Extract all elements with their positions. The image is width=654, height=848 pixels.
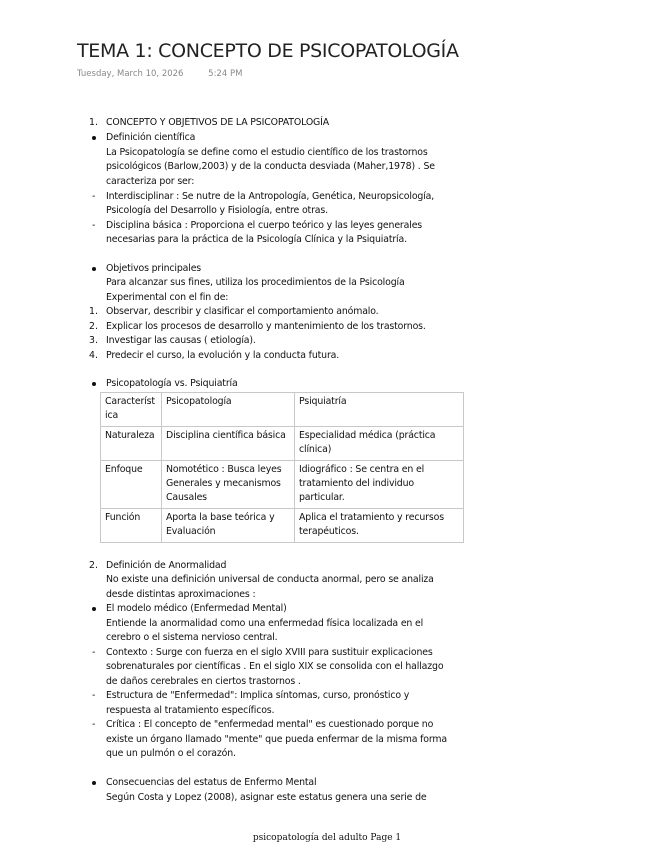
page-meta: [77, 69, 242, 79]
text-line: Definición de Anormalidad: [106, 560, 227, 571]
list-marker: -: [92, 647, 96, 658]
text-line: Crítica : El concepto de "enfermedad mental" es cuestionado porque no: [106, 719, 434, 730]
text-line: existe un órgano llamado "mente" que pueda enfermar de la misma forma: [106, 734, 448, 745]
text-line: Entiende la anormalidad como una enfermedad física localizada en el: [106, 618, 424, 629]
table-cell: Naturaleza: [101, 427, 162, 461]
list-marker: -: [92, 220, 96, 231]
table-row: [101, 461, 464, 509]
list-marker: -: [92, 719, 96, 730]
page-date: Tuesday, March 10, 2026: [77, 69, 184, 79]
table-cell: Psicopatología: [162, 393, 295, 427]
text-line: Estructura de "Enfermedad": Implica síntomas, curso, pronóstico y: [106, 690, 410, 701]
list-marker: 1.: [89, 306, 98, 317]
text-line: Psicología del Desarrollo y Fisiología, entre otras.: [106, 205, 328, 216]
bullet-icon: [92, 607, 96, 611]
table-cell: Especialidad médica (práctica clínica): [295, 427, 464, 461]
text-line: Objetivos principales: [106, 263, 202, 274]
text-line: Disciplina básica : Proporciona el cuerpo teórico y las leyes generales: [106, 220, 423, 231]
bullet-icon: [92, 382, 96, 386]
text-line: sobrenaturales por científicas . En el siglo XIX se consolida con el hallazgo: [106, 661, 444, 672]
bullet-icon: [92, 136, 96, 140]
table-cell: Función: [101, 509, 162, 543]
table-cell: Enfoque: [101, 461, 162, 509]
table-header-row: [101, 393, 464, 427]
text-line: Psicopatología vs. Psiquiatría: [106, 378, 238, 389]
table-cell: Aporta la base teórica y Evaluación: [162, 509, 295, 543]
text-line: Predecir el curso, la evolución y la conducta futura.: [106, 350, 340, 361]
text-line: cerebro o el sistema nervioso central.: [106, 632, 278, 643]
table-cell: Aplica el tratamiento y recursos terapéuticos.: [295, 509, 464, 543]
bullet-icon: [92, 267, 96, 271]
text-line: caracteriza por ser:: [106, 176, 195, 187]
table-cell: Psiquiatría: [295, 393, 464, 427]
text-line: Interdisciplinar : Se nutre de la Antropología, Genética, Neuropsicología,: [106, 191, 435, 202]
table-cell: Idiográfico : Se centra en el tratamiento del individuo particular.: [295, 461, 464, 509]
table-cell: Nomotético : Busca leyes Generales y mecanismos Causales: [162, 461, 295, 509]
list-marker: -: [92, 191, 96, 202]
text-line: Para alcanzar sus fines, utiliza los procedimientos de la Psicología: [106, 277, 405, 288]
text-line: Investigar las causas ( etiología).: [106, 335, 256, 346]
text-line: CONCEPTO Y OBJETIVOS DE LA PSICOPATOLOGÍA: [106, 117, 330, 128]
text-line: de daños cerebrales en ciertos trastornos .: [106, 676, 301, 687]
text-line: Observar, describir y clasificar el comportamiento anómalo.: [106, 306, 379, 317]
text-line: desde distintas aproximaciones :: [106, 589, 256, 600]
text-line: Experimental con el fin de:: [106, 292, 229, 303]
table-cell: Disciplina científica básica: [162, 427, 295, 461]
page-time: 5:24 PM: [208, 69, 243, 79]
list-marker: -: [92, 690, 96, 701]
text-line: La Psicopatología se define como el estudio científico de los trastornos: [106, 147, 428, 158]
text-line: Según Costa y Lopez (2008), asignar este estatus genera una serie de: [106, 792, 427, 803]
text-line: necesarias para la práctica de la Psicología Clínica y la Psiquiatría.: [106, 234, 407, 245]
list-marker: 1.: [89, 117, 98, 128]
page-title: TEMA 1: CONCEPTO DE PSICOPATOLOGÍA: [77, 40, 459, 62]
comparison-table: [100, 392, 464, 543]
list-marker: 2.: [89, 321, 98, 332]
table-row: [101, 427, 464, 461]
bullet-icon: [92, 781, 96, 785]
list-marker: 4.: [89, 350, 98, 361]
text-line: que un pulmón o el corazón.: [106, 748, 236, 759]
text-line: respuesta al tratamiento específicos.: [106, 705, 275, 716]
text-line: Explicar los procesos de desarrollo y mantenimiento de los trastornos.: [106, 321, 426, 332]
text-line: El modelo médico (Enfermedad Mental): [106, 603, 287, 614]
text-line: Contexto : Surge con fuerza en el siglo XVIII para sustituir explicaciones: [106, 647, 433, 658]
text-line: psicológicos (Barlow,2003) y de la conducta desviada (Maher,1978) . Se: [106, 161, 435, 172]
table-cell: Característ ica: [101, 393, 162, 427]
text-line: No existe una definición universal de conducta anormal, pero se analiza: [106, 574, 434, 585]
page-footer: psicopatología del adulto Page 1: [252, 833, 402, 843]
table-row: [101, 509, 464, 543]
text-line: Consecuencias del estatus de Enfermo Mental: [106, 777, 317, 788]
list-marker: 3.: [89, 335, 98, 346]
text-line: Definición científica: [106, 132, 196, 143]
list-marker: 2.: [89, 560, 98, 571]
